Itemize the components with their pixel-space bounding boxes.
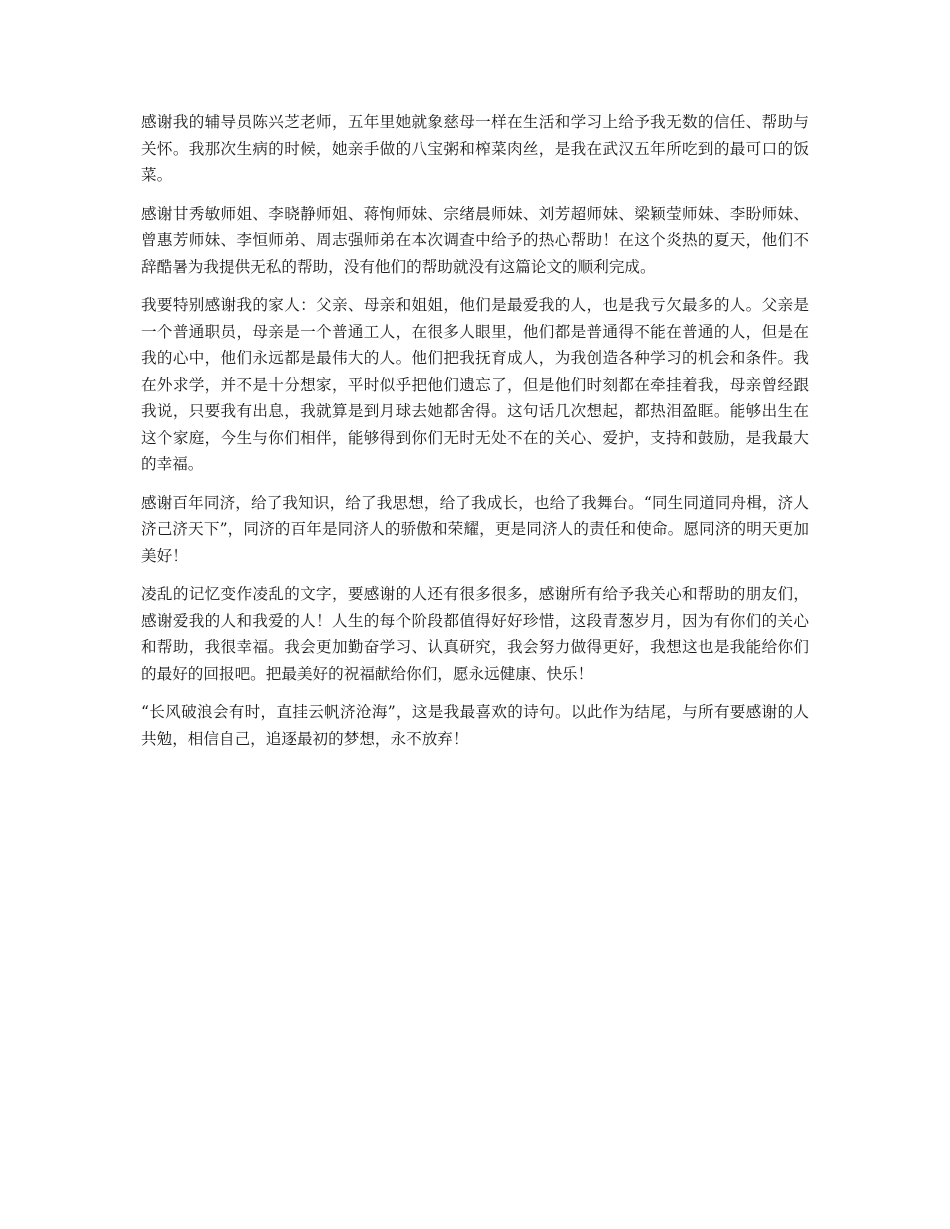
document-body <box>141 109 809 764</box>
paragraph-closing-poem: “长风破浪会有时，直挂云帆济沧海”，这是我最喜欢的诗句。以此作为结尾，与所有要感谢的人共勉，相信自己，追逐最初的梦想，永不放弃！ <box>141 703 809 748</box>
paragraph-counselor-thanks: 感谢我的辅导员陈兴芝老师，五年里她就象慈母一样在生活和学习上给予我无数的信任、帮助与关怀。我那次生病的时候，她亲手做的八宝粥和榨菜肉丝，是我在武汉五年所吃到的最可口的饭菜。 <box>141 113 809 184</box>
paragraph-friends-thanks: 凌乱的记忆变作凌乱的文字，要感谢的人还有很多很多，感谢所有给予我关心和帮助的朋友们，感谢爱我的人和我爱的人！人生的每个阶段都值得好好珍惜，这段青葱岁月，因为有你们的关心和帮助，我很幸福。我会更加勤奋学习、认真研究，我会努力做得更好，我想这也是我能给你们的最好的回报吧。把最美好的祝福献给你们，愿永远健康、快乐！ <box>141 585 809 683</box>
paragraph-family-thanks: 我要特别感谢我的家人：父亲、母亲和姐姐，他们是最爱我的人，也是我亏欠最多的人。父亲是一个普通职员，母亲是一个普通工人，在很多人眼里，他们都是普通得不能在普通的人，但是在我的心中，他们永远都是最伟大的人。他们把我抚育成人，为我创造各种学习的机会和条件。我在外求学，并不是十分想家，平时似乎把他们遗忘了，但是他们时刻都在牵挂着我，母亲曾经跟我说，只要我有出息，我就算是到月球去她都舍得。这句话几次想起，都热泪盈眶。能够出生在这个家庭，今生与你们相伴，能够得到你们无时无处不在的关心、爱护，支持和鼓励，是我最大的幸福。 <box>141 296 809 473</box>
paragraph-classmates-thanks: 感谢甘秀敏师姐、李晓静师姐、蒋恂师妹、宗绪晨师妹、刘芳超师妹、梁颖莹师妹、李盼师妹、曾惠芳师妹、李恒师弟、周志强师弟在本次调查中给予的热心帮助！在这个炎热的夏天，他们不辞酷暑为我提供无私的帮助，没有他们的帮助就没有这篇论文的顺利完成。 <box>141 204 809 276</box>
paragraph-university-thanks: 感谢百年同济，给了我知识，给了我思想，给了我成长，也给了我舞台。“同生同道同舟楫，济人济己济天下”，同济的百年是同济人的骄傲和荣耀，更是同济人的责任和使命。愿同济的明天更加美好！ <box>141 493 809 565</box>
